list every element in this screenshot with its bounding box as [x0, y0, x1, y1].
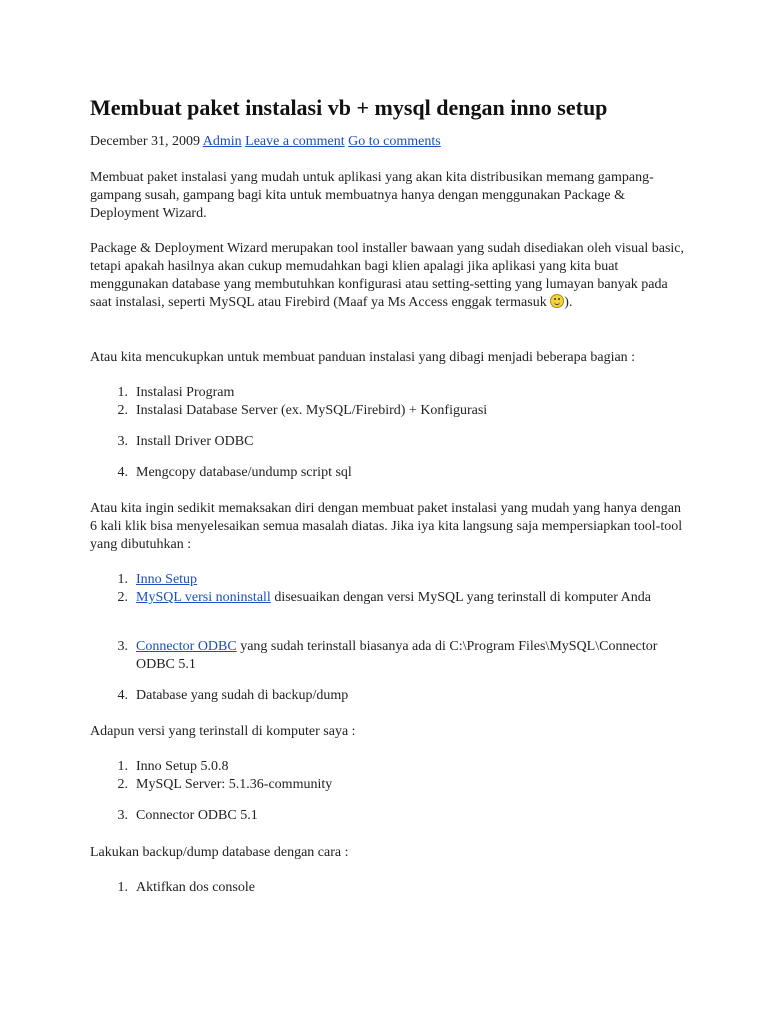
page-title: Membuat paket instalasi vb + mysql dengan inno setup — [90, 95, 608, 120]
mysql-noninstall-link[interactable]: MySQL versi noninstall — [136, 590, 271, 605]
smiley-icon — [550, 294, 564, 308]
paragraph-backup: Lakukan backup/dump database dengan cara : — [90, 845, 349, 860]
go-to-comments-link[interactable]: Go to comments — [348, 134, 441, 149]
paragraph-versions: Adapun versi yang terinstall di komputer saya : — [90, 724, 356, 739]
post-meta — [90, 133, 441, 151]
paragraph-wizard-text: Package & Deployment Wizard merupakan tool installer bawaan yang sudah disediakan oleh visual basic, tetapi apakah hasilnya akan cukup memudahkan bagi klien apalagi jika aplikasi yang kita buat menggunakan database yang membutuhkan konfigurasi atau setting-setting yang lumayan banyak pada saat instalasi, seperti MySQL atau Firebird (Maaf ya Ms Access enggak termasuk — [90, 241, 684, 310]
paragraph-wizard-end: ). — [564, 295, 573, 310]
post-date: December 31, 2009 — [90, 134, 201, 149]
author-link[interactable]: Admin — [202, 134, 242, 149]
leave-comment-link[interactable]: Leave a comment — [245, 134, 345, 149]
paragraph-guide: Atau kita mencukupkan untuk membuat panduan instalasi yang dibagi menjadi beberapa bagian : — [90, 350, 636, 365]
paragraph-wizard — [90, 240, 688, 312]
inno-setup-link[interactable]: Inno Setup — [136, 572, 198, 587]
paragraph-intro: Membuat paket instalasi yang mudah untuk aplikasi yang akan kita distribusikan memang gampang-gampang susah, gampang bagi kita untuk membuatnya hanya dengan menggunakan Package & Deployment Wizard. — [90, 170, 654, 221]
connector-odbc-link[interactable]: Connector ODBC — [136, 639, 237, 654]
paragraph-tools: Atau kita ingin sedikit memaksakan diri dengan membuat paket instalasi yang mudah yang hanya dengan 6 kali klik bisa menyelesaikan semua masalah diatas. Jika iya kita langsung saja mempersiapkan tool-tool yang dibutuhkan : — [90, 501, 683, 552]
